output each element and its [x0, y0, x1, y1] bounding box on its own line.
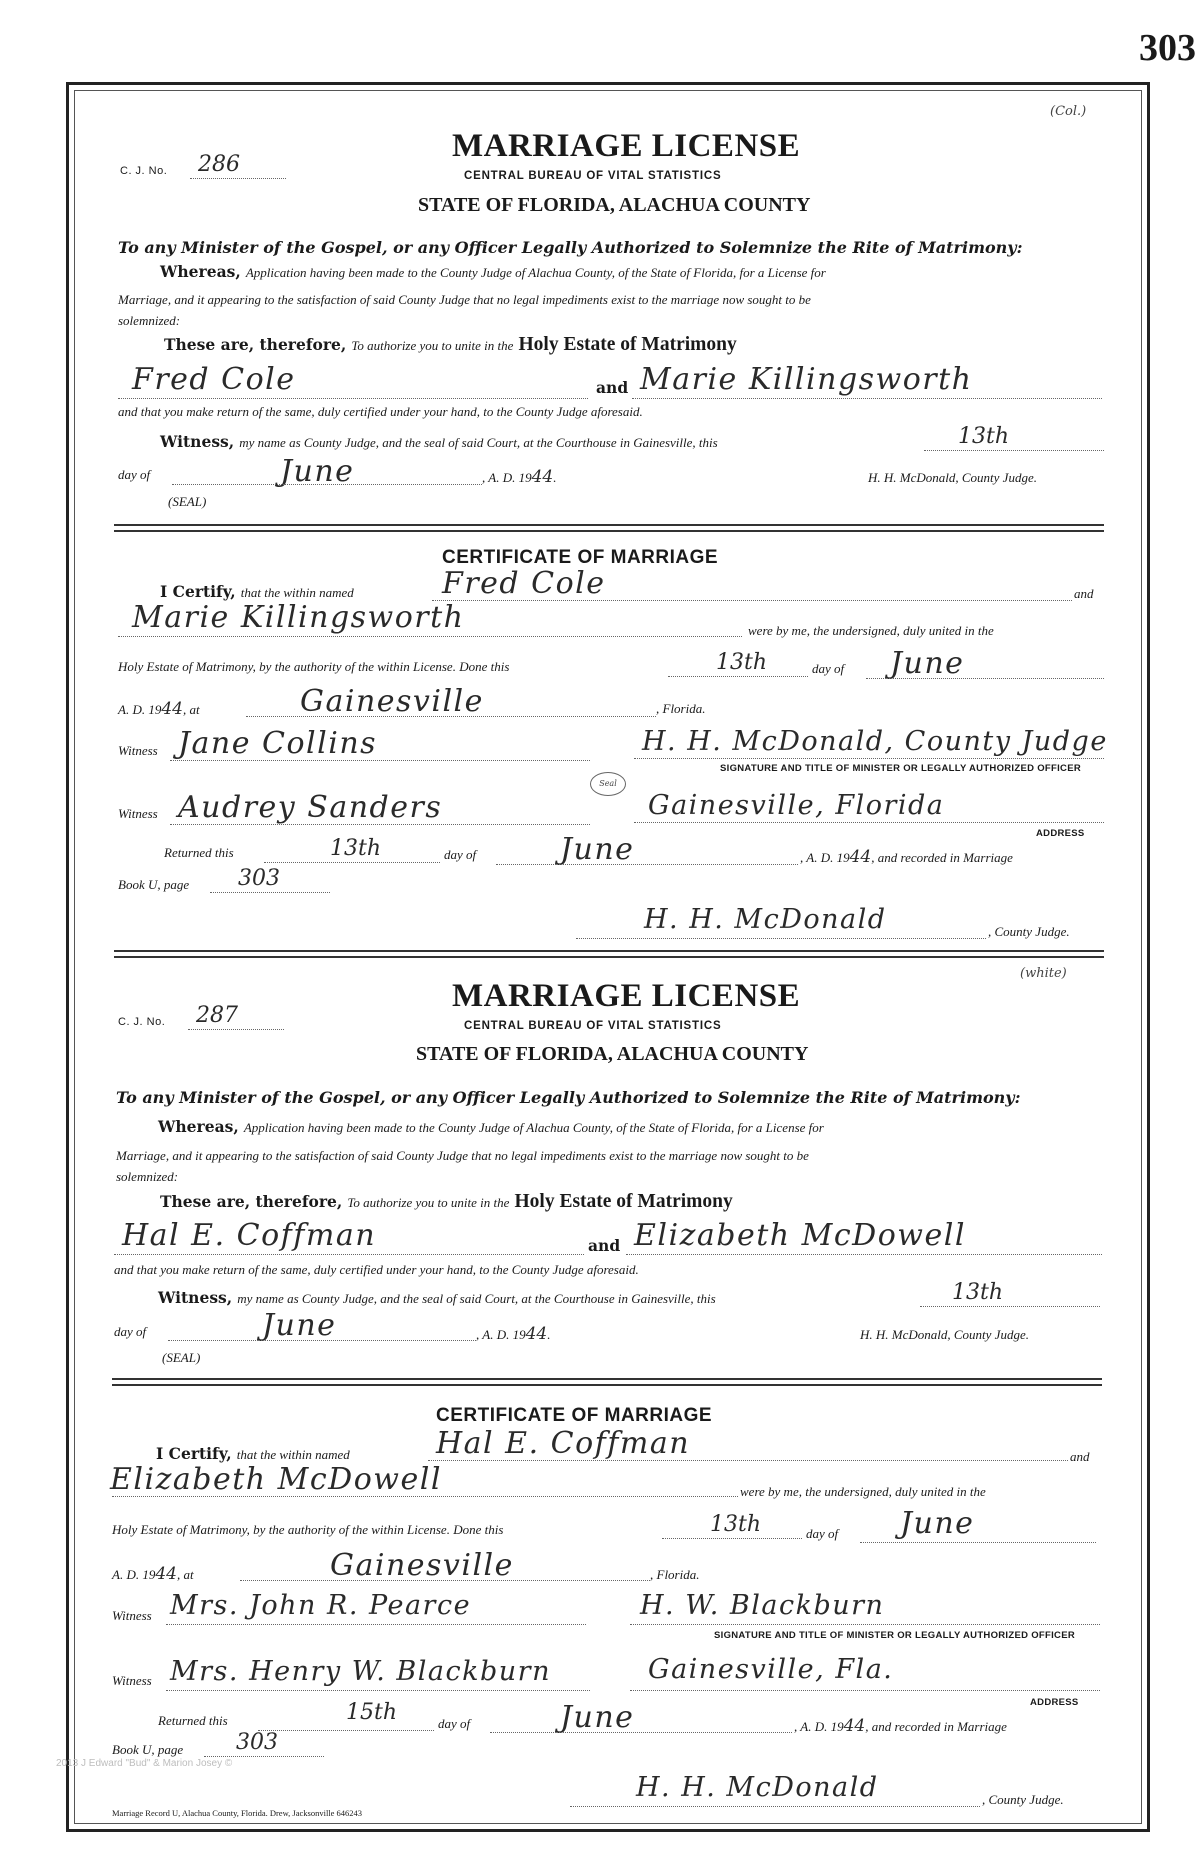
- corner-note: (white): [1020, 966, 1067, 981]
- cert-place: Gainesville: [330, 1548, 514, 1583]
- whereas-line-1: [160, 262, 826, 281]
- returned-day: 13th: [330, 836, 382, 861]
- cert-place-line: [240, 1580, 650, 1581]
- cert-place: Gainesville: [300, 684, 484, 719]
- these-lead: These are, therefore,: [164, 335, 347, 354]
- these-are-line: [164, 334, 737, 356]
- address-caption: ADDRESS: [1036, 828, 1085, 839]
- returned-day: 15th: [346, 1700, 398, 1725]
- witness2-line: [170, 824, 590, 825]
- bride-name: Marie Killingsworth: [640, 362, 973, 397]
- certify-line: [156, 1444, 350, 1463]
- license-year: 44: [525, 1324, 548, 1344]
- cert-groom: Hal E. Coffman: [436, 1426, 691, 1461]
- license-year: 44: [531, 467, 554, 487]
- cert-day: 13th: [710, 1512, 762, 1537]
- county-judge-label: , County Judge.: [982, 1792, 1064, 1807]
- witness-lead: Witness,: [160, 432, 235, 451]
- month-line: [172, 484, 482, 485]
- whereas-lead: Whereas,: [158, 1117, 239, 1136]
- witness2-label: Witness: [112, 1673, 152, 1688]
- license-month: June: [280, 454, 355, 489]
- book-page-line: [204, 1756, 324, 1757]
- page-number: 303: [1139, 27, 1196, 69]
- seal-stamp: Seal: [590, 772, 626, 796]
- cert-day: 13th: [716, 650, 768, 675]
- watermark: 2013 J Edward "Bud" & Marion Josey ©: [56, 1758, 233, 1769]
- and-label: and: [596, 378, 629, 397]
- address-line: To any Minister of the Gospel, or any Officer Legally Authorized to Solemnize the Rite of Matrimony:: [118, 238, 1023, 257]
- seal-label: (SEAL): [168, 494, 207, 509]
- book-page: 303: [238, 866, 280, 891]
- returned-day-line: [258, 1730, 434, 1731]
- cert-bride: Elizabeth McDowell: [110, 1462, 442, 1497]
- florida-label: , Florida.: [656, 701, 706, 716]
- day-line: [924, 450, 1104, 451]
- returned-month: June: [560, 832, 635, 867]
- cj-label: C. J. No.: [120, 165, 168, 177]
- cert-day-line: [668, 676, 808, 677]
- ad-year: , A. D. 1944.: [476, 1324, 551, 1344]
- section-divider: [114, 524, 1104, 532]
- section-divider: [112, 1378, 1102, 1386]
- judge-signature: H. H. McDonald: [644, 904, 887, 935]
- returned-day-line: [264, 862, 440, 863]
- signature-caption: SIGNATURE AND TITLE OF MINISTER OR LEGALLY AUTHORIZED OFFICER: [720, 763, 1082, 774]
- cert-month-line: [860, 1542, 1096, 1543]
- cert-groom-line: [428, 1460, 1068, 1461]
- florida-label: , Florida.: [650, 1567, 700, 1582]
- these-lead: These are, therefore,: [160, 1192, 343, 1211]
- footer-imprint: Marriage Record U, Alachua County, Florida. Drew, Jacksonville 646243: [112, 1808, 363, 1818]
- these-text: To authorize you to unite in the: [347, 1195, 510, 1210]
- witness1-line: [166, 1624, 586, 1625]
- license-title: MARRIAGE LICENSE: [452, 128, 801, 164]
- state-county: STATE OF FLORIDA, ALACHUA COUNTY: [416, 1043, 809, 1065]
- whereas-text-2: Marriage, and it appearing to the satisfaction of said County Judge that no legal impediments exist to the marriage now sought to be: [118, 292, 811, 307]
- cert-bride-line: [112, 1496, 738, 1497]
- certify-lead: I Certify,: [156, 1444, 232, 1463]
- cert-groom: Fred Cole: [442, 566, 606, 601]
- cert-day-of-label: day of: [806, 1526, 839, 1541]
- license-title: MARRIAGE LICENSE: [452, 978, 801, 1014]
- address-line: To any Minister of the Gospel, or any Officer Legally Authorized to Solemnize the Rite of Matrimony:: [116, 1088, 1021, 1107]
- cert-groom-line: [432, 600, 1072, 601]
- united-text: were by me, the undersigned, duly united in the: [740, 1484, 986, 1499]
- returned-day-of-label: day of: [438, 1716, 471, 1731]
- witness1-label: Witness: [118, 743, 158, 758]
- witness1-label: Witness: [112, 1608, 152, 1623]
- license-day: 13th: [952, 1280, 1004, 1305]
- groom-line: [118, 398, 588, 399]
- book-page: 303: [236, 1730, 278, 1755]
- officer-signature: H. W. Blackburn: [640, 1590, 885, 1621]
- officer-address: Gainesville, Florida: [648, 790, 945, 821]
- certify-text: that the within named: [236, 1447, 350, 1462]
- license-divider: [114, 950, 1104, 958]
- month-line: [168, 1340, 476, 1341]
- united-text: were by me, the undersigned, duly united in the: [748, 623, 994, 638]
- witness2-line: [166, 1690, 590, 1691]
- book-page-line: [210, 892, 330, 893]
- whereas-text-3: solemnized:: [116, 1169, 179, 1184]
- bride-line: [632, 398, 1102, 399]
- returned-day-of-label: day of: [444, 847, 477, 862]
- certificate-title: CERTIFICATE OF MARRIAGE: [442, 547, 719, 568]
- holy-text: Holy Estate of Matrimony, by the authority of the within License. Done this: [118, 659, 510, 674]
- groom-name: Fred Cole: [132, 362, 296, 397]
- cj-label: C. J. No.: [118, 1016, 166, 1028]
- cj-number: 287: [196, 1003, 238, 1028]
- ad-year: , A. D. 1944.: [482, 467, 557, 487]
- witness1-name: Mrs. John R. Pearce: [170, 1590, 472, 1621]
- officer-signature-line: [634, 758, 1104, 759]
- signature-caption: SIGNATURE AND TITLE OF MINISTER OR LEGALLY AUTHORIZED OFFICER: [714, 1630, 1076, 1641]
- day-line: [920, 1306, 1100, 1307]
- returned-ad-line: , A. D. 1944, and recorded in Marriage: [794, 1716, 1007, 1736]
- cert-month-line: [866, 678, 1104, 679]
- witness-lead: Witness,: [158, 1288, 233, 1307]
- cj-number-line: [190, 178, 286, 179]
- these-text: To authorize you to unite in the: [351, 338, 514, 353]
- whereas-line-1: [158, 1117, 824, 1136]
- bride-line: [626, 1254, 1102, 1255]
- these-are-line: [160, 1191, 733, 1213]
- officer-address-line: [630, 1690, 1100, 1691]
- whereas-text-1: Application having been made to the County Judge of Alachua County, of the State of Florida, for a License for: [245, 265, 826, 280]
- officer-address-line: [634, 822, 1104, 823]
- witness1-name: Jane Collins: [178, 726, 378, 761]
- returned-year: 44: [849, 847, 872, 867]
- whereas-text-1: Application having been made to the County Judge of Alachua County, of the State of Florida, for a License for: [243, 1120, 824, 1135]
- returned-label: Returned this: [158, 1713, 228, 1728]
- returned-month: June: [560, 1700, 635, 1735]
- day-of-label: day of: [118, 467, 151, 482]
- witness-line: [158, 1288, 716, 1307]
- certify-text: that the within named: [240, 585, 354, 600]
- cert-bride: Marie Killingsworth: [132, 600, 465, 635]
- returned-month-line: [496, 864, 798, 865]
- returned-label: Returned this: [164, 845, 234, 860]
- cert-year: 44: [161, 699, 183, 719]
- judge-signature-line: [570, 1806, 980, 1807]
- certify-line: [160, 582, 354, 601]
- officer-signature-line: [630, 1624, 1100, 1625]
- corner-note: (Col.): [1050, 104, 1087, 119]
- cert-day-line: [662, 1538, 802, 1539]
- holy-estate: Holy Estate of Matrimony: [518, 334, 737, 355]
- whereas-text-2: Marriage, and it appearing to the satisfaction of said County Judge that no legal impediments exist to the marriage now sought to be: [116, 1148, 809, 1163]
- book-label: Book U, page: [118, 877, 190, 892]
- judge-signature-line: [576, 938, 986, 939]
- whereas-text-3: solemnized:: [118, 313, 181, 328]
- cj-number: 286: [198, 152, 240, 177]
- judge-signature: H. H. McDonald: [636, 1772, 879, 1803]
- return-text: and that you make return of the same, duly certified under your hand, to the County Judge aforesaid.: [114, 1262, 639, 1277]
- whereas-lead: Whereas,: [160, 262, 241, 281]
- cert-and-label: and: [1074, 586, 1094, 601]
- judge-line: H. H. McDonald, County Judge.: [860, 1327, 1029, 1342]
- cj-number-line: [188, 1029, 284, 1030]
- judge-line: H. H. McDonald, County Judge.: [868, 470, 1037, 485]
- state-county: STATE OF FLORIDA, ALACHUA COUNTY: [418, 194, 811, 216]
- bride-name: Elizabeth McDowell: [634, 1218, 966, 1253]
- bureau-label: CENTRAL BUREAU OF VITAL STATISTICS: [464, 1020, 722, 1032]
- cert-place-line: [246, 716, 656, 717]
- holy-estate: Holy Estate of Matrimony: [514, 1191, 733, 1212]
- book-label: Book U, page: [112, 1742, 184, 1757]
- seal-label: (SEAL): [162, 1350, 201, 1365]
- day-of-label: day of: [114, 1324, 147, 1339]
- officer-address: Gainesville, Fla.: [648, 1654, 894, 1685]
- certify-lead: I Certify,: [160, 582, 236, 601]
- groom-line: [114, 1254, 584, 1255]
- license-day: 13th: [958, 424, 1010, 449]
- witness2-name: Mrs. Henry W. Blackburn: [170, 1656, 551, 1687]
- groom-name: Hal E. Coffman: [122, 1218, 377, 1253]
- witness2-label: Witness: [118, 806, 158, 821]
- certificate-title: CERTIFICATE OF MARRIAGE: [436, 1405, 713, 1426]
- returned-ad-line: , A. D. 1944, and recorded in Marriage: [800, 847, 1013, 867]
- bureau-label: CENTRAL BUREAU OF VITAL STATISTICS: [464, 170, 722, 182]
- officer-signature: H. H. McDonald, County Judge: [642, 726, 1108, 757]
- witness1-line: [170, 760, 590, 761]
- cert-ad-line: A. D. 1944, at: [118, 699, 200, 719]
- holy-text: Holy Estate of Matrimony, by the authority of the within License. Done this: [112, 1522, 504, 1537]
- return-text: and that you make return of the same, duly certified under your hand, to the County Judge aforesaid.: [118, 404, 643, 419]
- cert-year: 44: [155, 1564, 177, 1584]
- cert-month: June: [890, 646, 965, 681]
- witness-line: [160, 432, 718, 451]
- returned-month-line: [490, 1732, 792, 1733]
- address-caption: ADDRESS: [1030, 1697, 1079, 1708]
- license-month: June: [262, 1308, 337, 1343]
- witness-text: my name as County Judge, and the seal of said Court, at the Courthouse in Gainesville, this: [239, 435, 718, 450]
- witness2-name: Audrey Sanders: [178, 790, 443, 825]
- cert-and-label: and: [1070, 1449, 1090, 1464]
- witness-text: my name as County Judge, and the seal of said Court, at the Courthouse in Gainesville, this: [237, 1291, 716, 1306]
- county-judge-label: , County Judge.: [988, 924, 1070, 939]
- cert-ad-line: A. D. 1944, at: [112, 1564, 194, 1584]
- cert-day-of-label: day of: [812, 661, 845, 676]
- cert-bride-line: [118, 636, 742, 637]
- returned-year: 44: [843, 1716, 866, 1736]
- cert-month: June: [900, 1506, 975, 1541]
- and-label: and: [588, 1236, 621, 1255]
